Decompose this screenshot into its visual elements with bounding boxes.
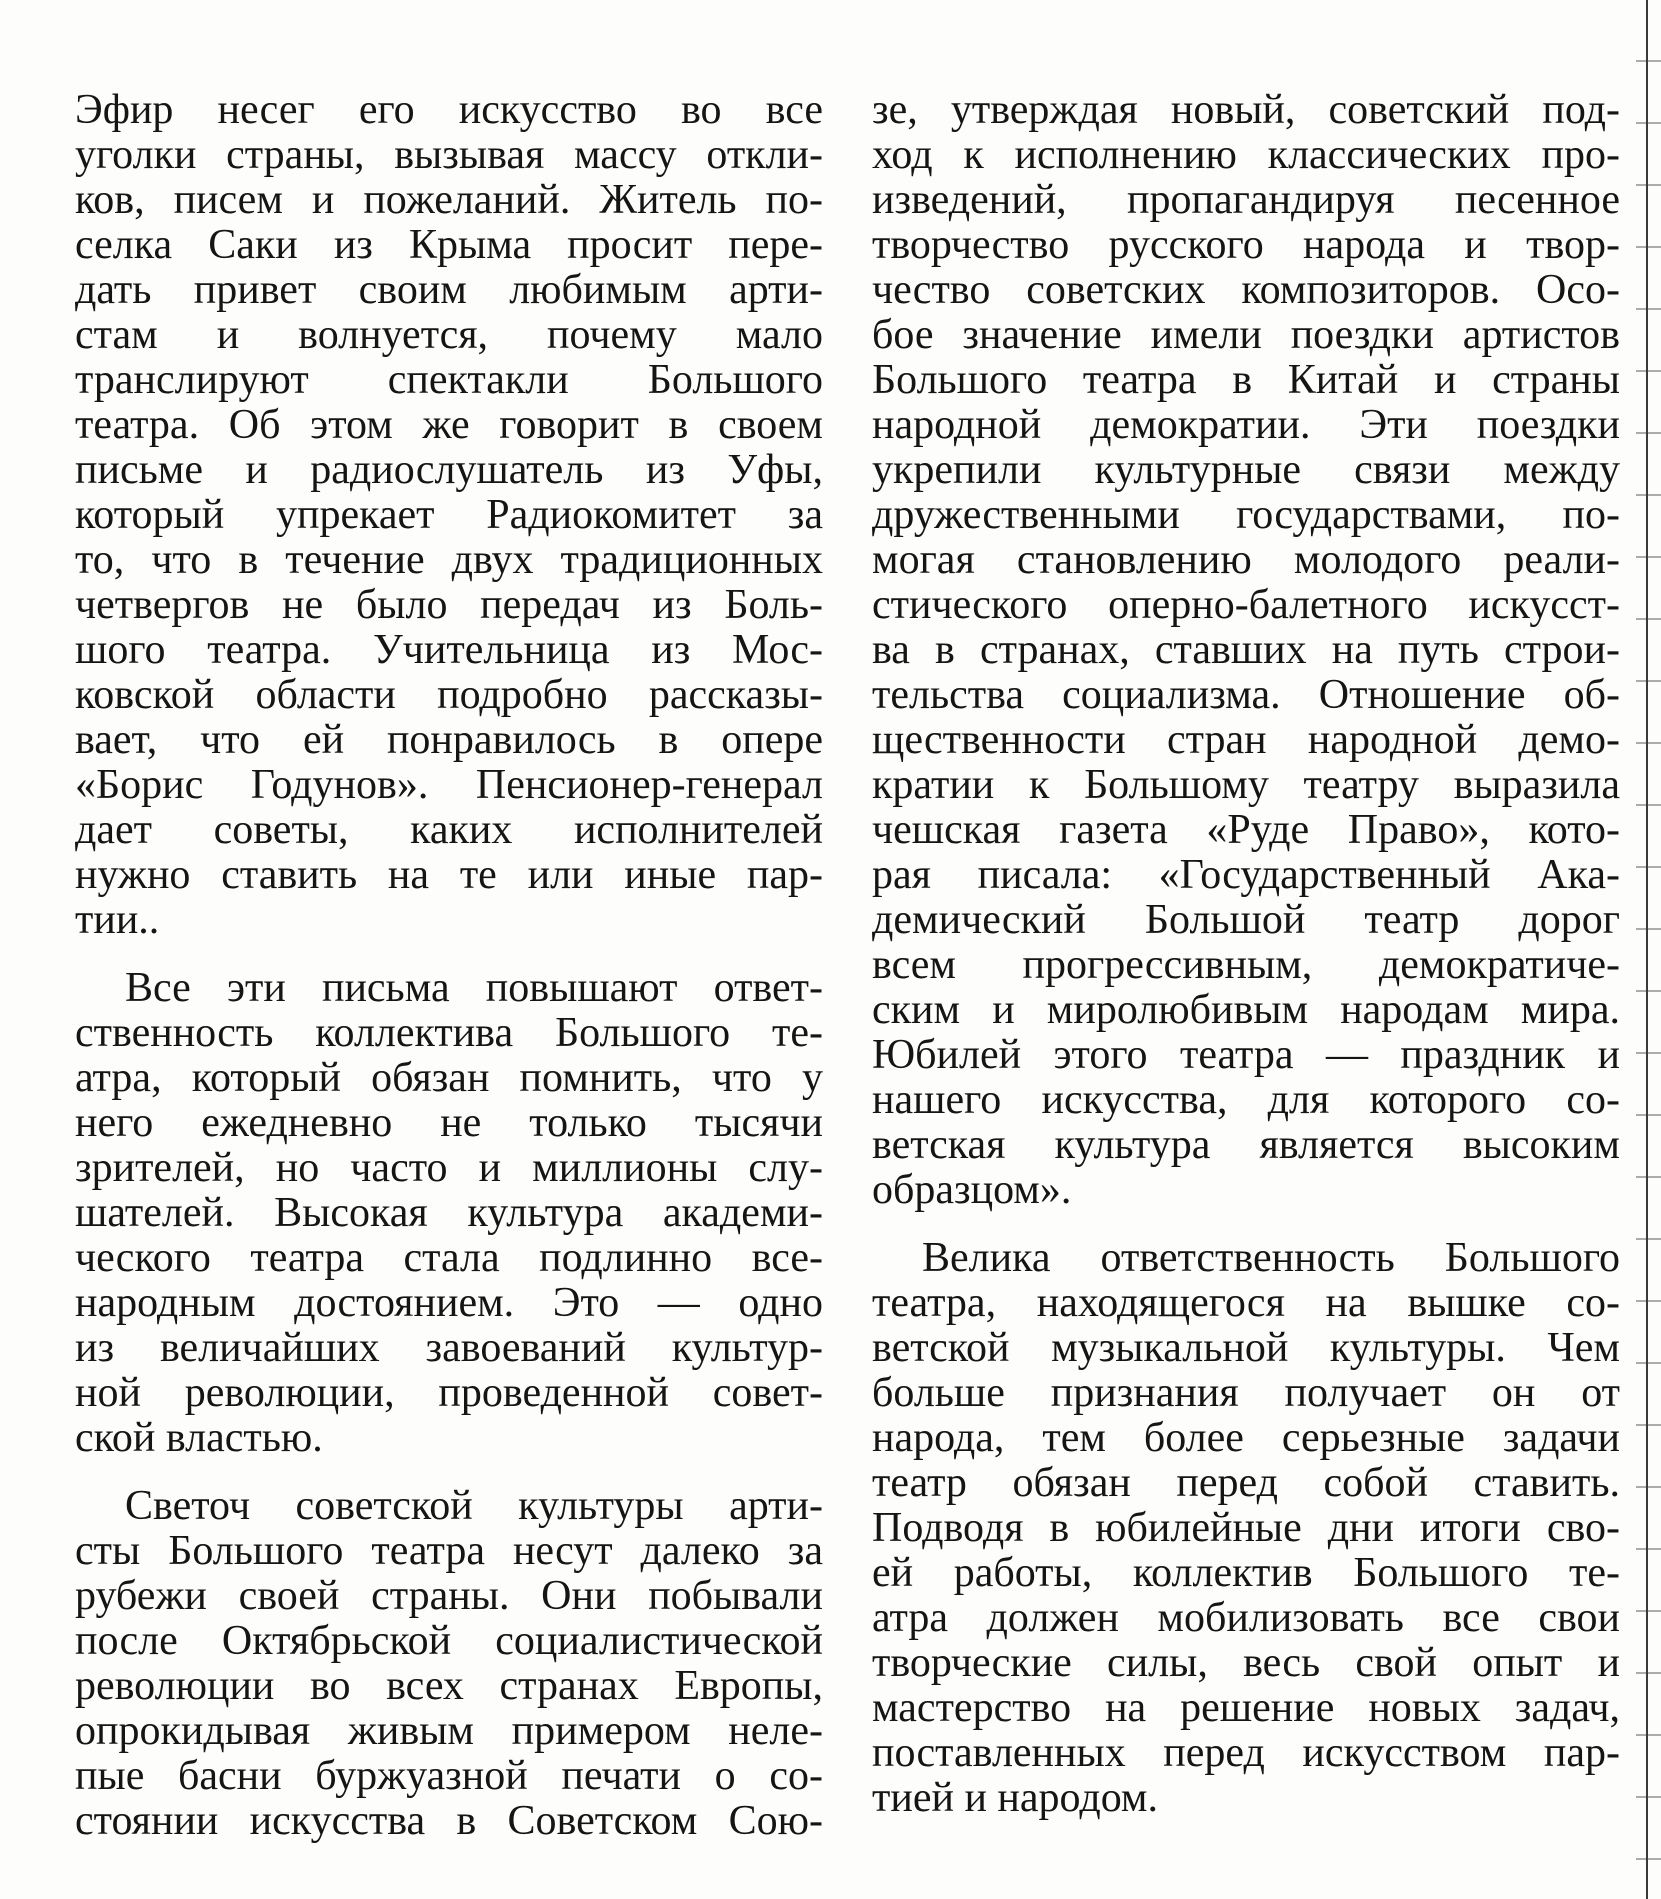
- text-line: чешская газета «Руде Право», кото-: [872, 808, 1620, 853]
- text-line: пые басни буржуазной печати о со-: [75, 1754, 823, 1799]
- text-line: Эфир несег его искусство во все: [75, 88, 823, 133]
- paragraph-gap: [872, 1213, 1620, 1236]
- text-line: чество советских композиторов. Осо-: [872, 268, 1620, 313]
- text-line: сты Большого театра несут далеко за: [75, 1529, 823, 1574]
- text-line: «Борис Годунов». Пенсионер-генерал: [75, 763, 823, 808]
- right-column: [872, 88, 1620, 1821]
- text-line: зе, утверждая новый, советский под-: [872, 88, 1620, 133]
- text-line: рая писала: «Государственный Ака-: [872, 853, 1620, 898]
- text-line: уголки страны, вызывая массу откли-: [75, 133, 823, 178]
- text-line: Светоч советской культуры арти-: [125, 1484, 823, 1529]
- text-line: ственность коллектива Большого те-: [75, 1011, 823, 1056]
- text-line: дает советы, каких исполнителей: [75, 808, 823, 853]
- text-line: ковской области подробно рассказы-: [75, 673, 823, 718]
- text-line: который упрекает Радиокомитет за: [75, 493, 823, 538]
- text-line: атра должен мобилизовать все свои: [872, 1596, 1620, 1641]
- text-line: бое значение имели поездки артистов: [872, 313, 1620, 358]
- text-line: стоянии искусства в Советском Сою-: [75, 1799, 823, 1844]
- text-line: дружественными государствами, по-: [872, 493, 1620, 538]
- text-line: стам и волнуется, почему мало: [75, 313, 823, 358]
- text-line: Юбилей этого театра — праздник и: [872, 1033, 1620, 1078]
- text-line: творческие силы, весь свой опыт и: [872, 1641, 1620, 1686]
- text-line: ва в странах, ставших на путь строи-: [872, 628, 1620, 673]
- text-line: революции во всех странах Европы,: [75, 1664, 823, 1709]
- text-line: демический Большой театр дорог: [872, 898, 1620, 943]
- text-line: транслируют спектакли Большого: [75, 358, 823, 403]
- text-line: театра. Об этом же говорит в своем: [75, 403, 823, 448]
- text-line: укрепили культурные связи между: [872, 448, 1620, 493]
- text-line: театра, находящегося на вышке со-: [872, 1281, 1620, 1326]
- paragraph: [75, 966, 823, 1461]
- text-line: него ежедневно не только тысячи: [75, 1101, 823, 1146]
- text-line: опрокидывая живым примером неле-: [75, 1709, 823, 1754]
- text-line: Все эти письма повышают ответ-: [125, 966, 823, 1011]
- text-line: шого театра. Учительница из Мос-: [75, 628, 823, 673]
- paragraph: [75, 88, 823, 943]
- text-line: народным достоянием. Это — одно: [75, 1281, 823, 1326]
- text-line: могая становлению молодого реали-: [872, 538, 1620, 583]
- text-line: больше признания получает он от: [872, 1371, 1620, 1416]
- text-line: Подводя в юбилейные дни итоги сво-: [872, 1506, 1620, 1551]
- text-line: ветская культура является высоким: [872, 1123, 1620, 1168]
- text-line: атра, который обязан помнить, что у: [75, 1056, 823, 1101]
- text-line: ход к исполнению классических про-: [872, 133, 1620, 178]
- text-line: ской властью.: [75, 1416, 323, 1461]
- text-line: изведений, пропагандируя песенное: [872, 178, 1620, 223]
- text-line: ей работы, коллектив Большого те-: [872, 1551, 1620, 1596]
- text-line: четвергов не было передач из Боль-: [75, 583, 823, 628]
- text-line: зрителей, но часто и миллионы слу-: [75, 1146, 823, 1191]
- page-edge-marks: [1636, 0, 1661, 1899]
- text-line: тией и народом.: [872, 1776, 1158, 1821]
- text-line: поставленных перед искусством пар-: [872, 1731, 1620, 1776]
- text-line: вает, что ей понравилось в опере: [75, 718, 823, 763]
- text-line: образцом».: [872, 1168, 1072, 1213]
- text-line: стического оперно-балетного искусст-: [872, 583, 1620, 628]
- text-line: шателей. Высокая культура академи-: [75, 1191, 823, 1236]
- paragraph: [872, 88, 1620, 1213]
- text-line: народной демократии. Эти поездки: [872, 403, 1620, 448]
- text-line: кратии к Большому театру выразила: [872, 763, 1620, 808]
- text-line: после Октябрьской социалистической: [75, 1619, 823, 1664]
- paragraph: [872, 1236, 1620, 1821]
- text-line: селка Саки из Крыма просит пере-: [75, 223, 823, 268]
- text-line: творчество русского народа и твор-: [872, 223, 1620, 268]
- text-line: то, что в течение двух традиционных: [75, 538, 823, 583]
- text-line: театр обязан перед собой ставить.: [872, 1461, 1620, 1506]
- text-line: всем прогрессивным, демократиче-: [872, 943, 1620, 988]
- text-line: нашего искусства, для которого со-: [872, 1078, 1620, 1123]
- text-line: письме и радиослушатель из Уфы,: [75, 448, 823, 493]
- page-edge-line: [1646, 0, 1648, 1899]
- text-line: мастерство на решение новых задач,: [872, 1686, 1620, 1731]
- text-line: Большого театра в Китай и страны: [872, 358, 1620, 403]
- paragraph-gap: [75, 1461, 823, 1484]
- left-column: [75, 88, 823, 1844]
- text-line: дать привет своим любимым арти-: [75, 268, 823, 313]
- text-line: ским и миролюбивым народам мира.: [872, 988, 1620, 1033]
- paragraph-gap: [75, 943, 823, 966]
- text-line: ветской музыкальной культуры. Чем: [872, 1326, 1620, 1371]
- paragraph: [75, 1484, 823, 1844]
- text-line: из величайших завоеваний культур-: [75, 1326, 823, 1371]
- text-line: нужно ставить на те или иные пар-: [75, 853, 823, 898]
- text-line: тельства социализма. Отношение об-: [872, 673, 1620, 718]
- text-line: рубежи своей страны. Они побывали: [75, 1574, 823, 1619]
- text-line: ной революции, проведенной совет-: [75, 1371, 823, 1416]
- text-line: ков, писем и пожеланий. Житель по-: [75, 178, 823, 223]
- text-line: тии..: [75, 898, 160, 943]
- text-line: щественности стран народной демо-: [872, 718, 1620, 763]
- text-line: Велика ответственность Большого: [922, 1236, 1620, 1281]
- text-line: ческого театра стала подлинно все-: [75, 1236, 823, 1281]
- text-line: народа, тем более серьезные задачи: [872, 1416, 1620, 1461]
